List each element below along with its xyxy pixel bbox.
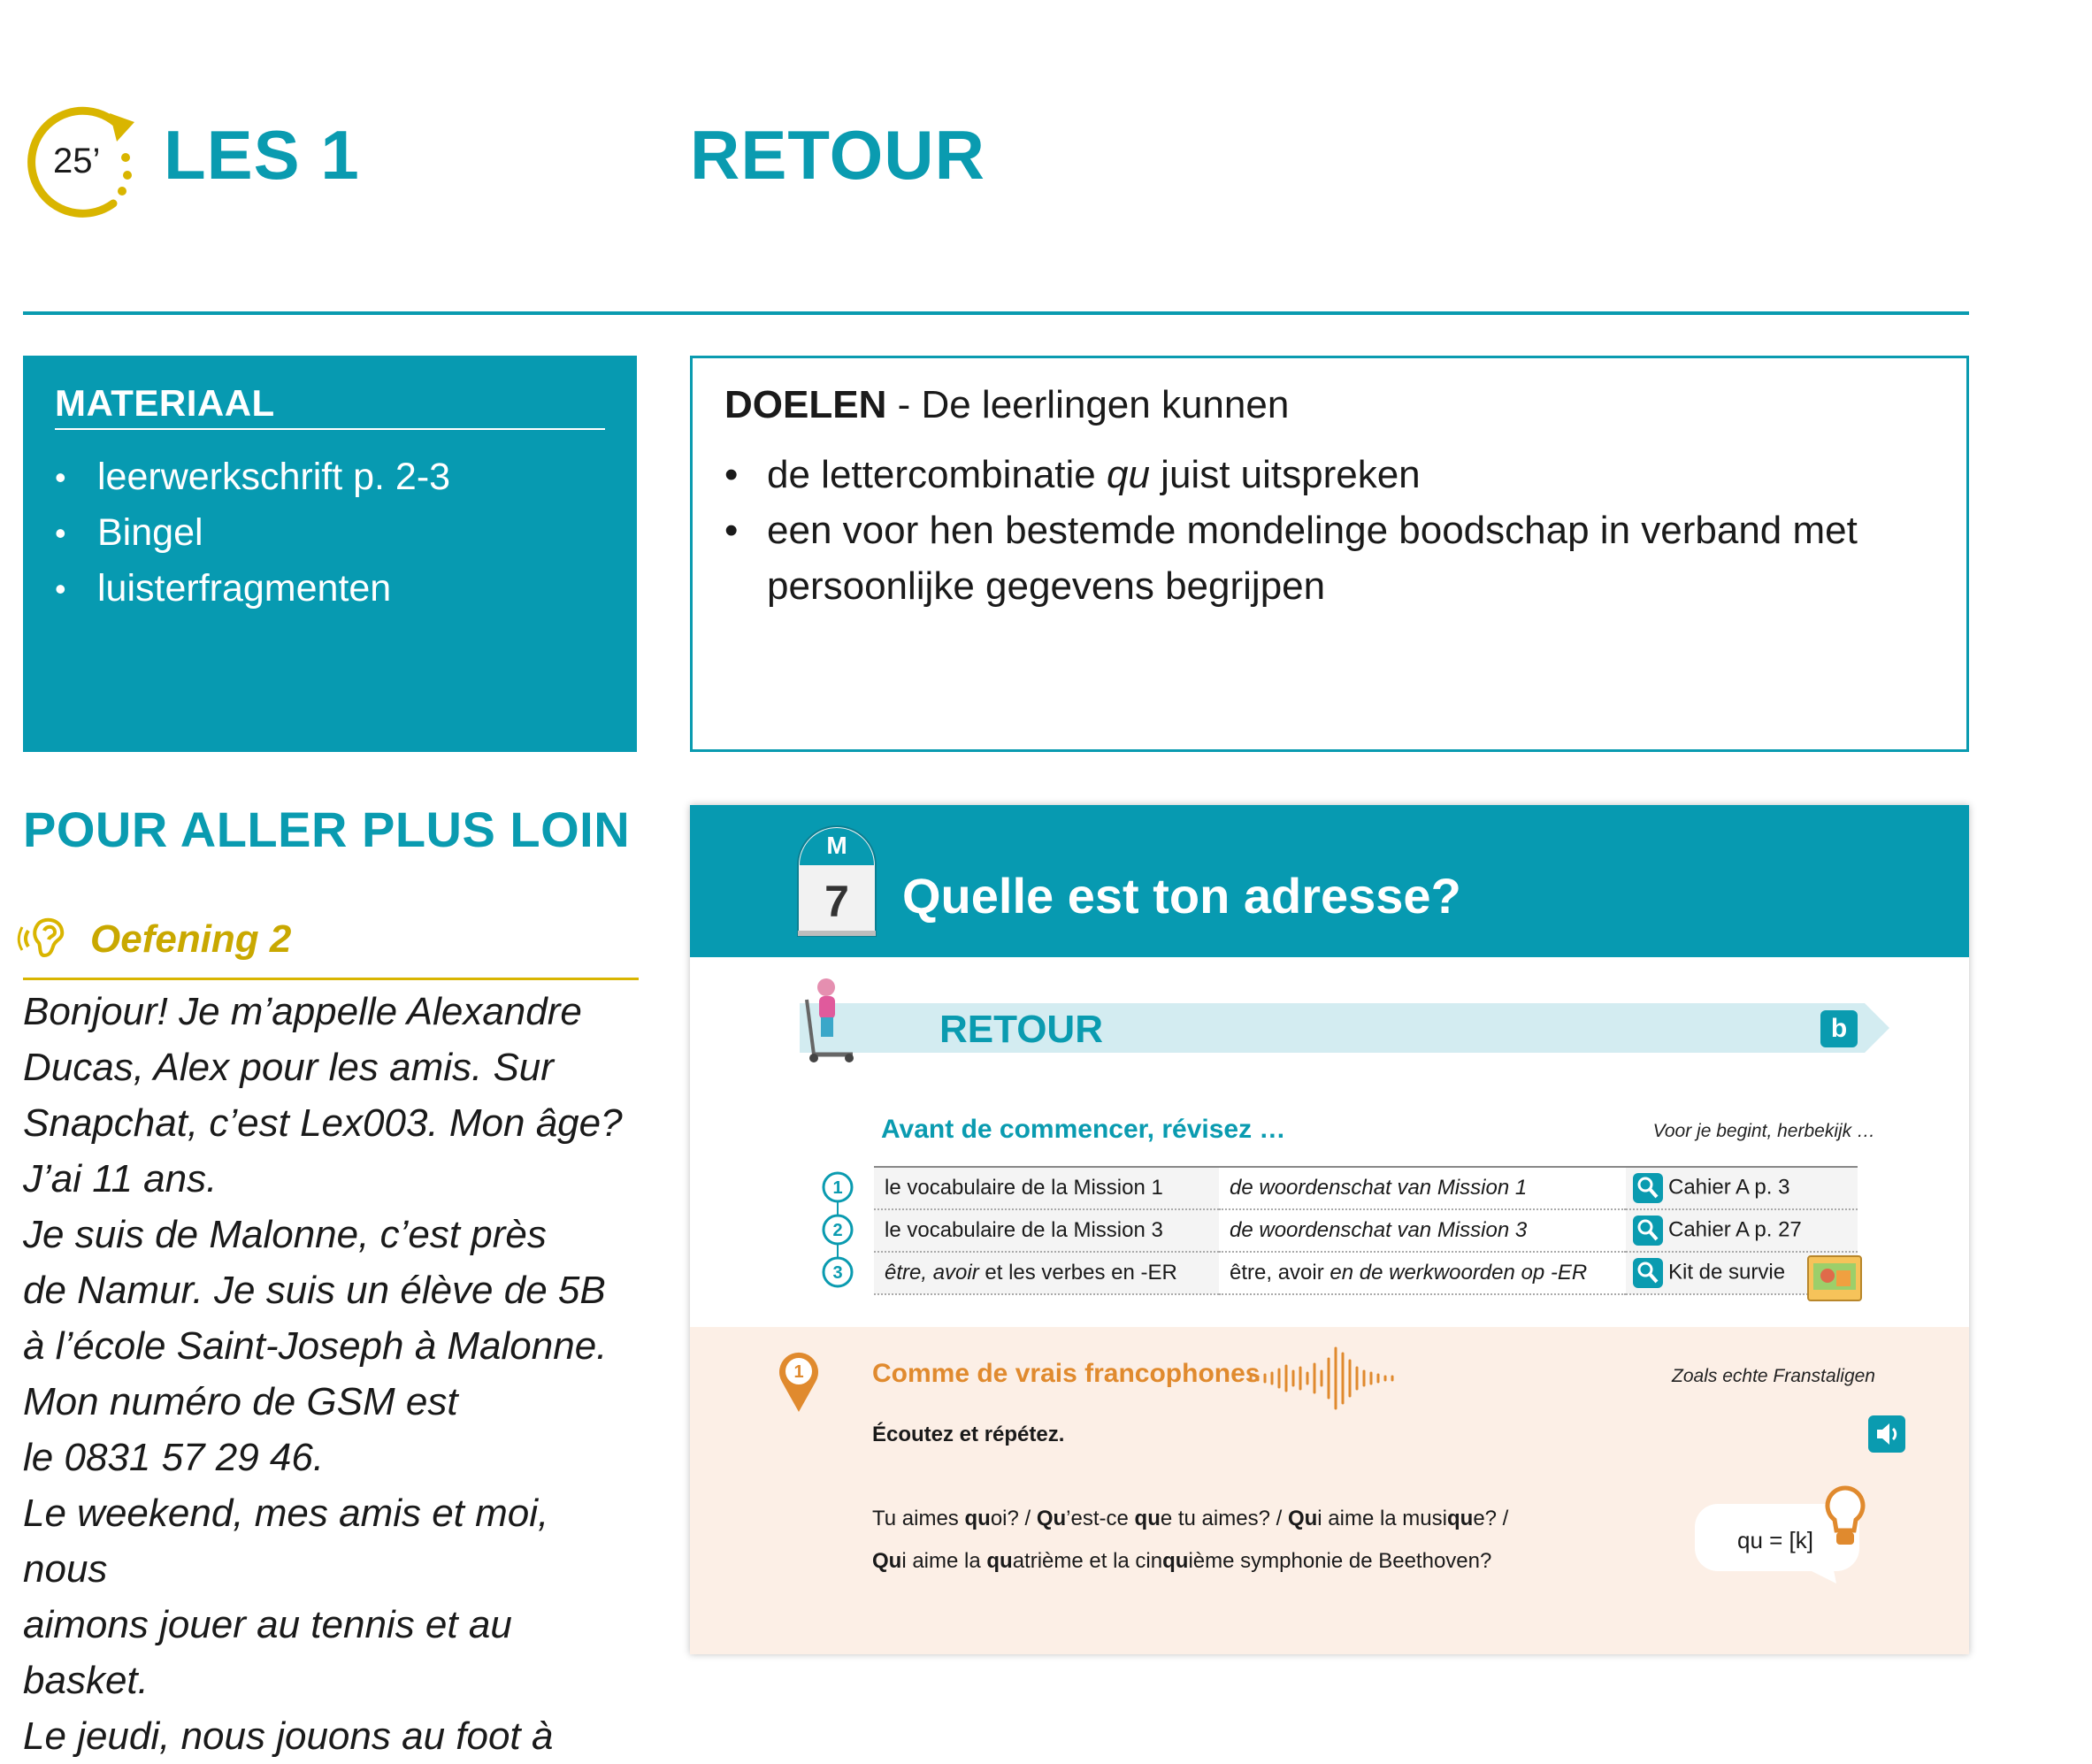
doelen-emphasis: qu <box>1107 453 1150 496</box>
review-fr: le vocabulaire de la Mission 1 <box>874 1167 1219 1209</box>
review-ref-text: Cahier A p. 3 <box>1668 1175 1790 1200</box>
materiaal-item: • luisterfragmenten <box>55 561 605 617</box>
section-title: POUR ALLER PLUS LOIN <box>23 801 631 857</box>
review-number: 2 <box>832 1221 843 1240</box>
doelen-box <box>690 356 1969 752</box>
header-divider <box>23 311 1969 315</box>
materiaal-item: • Bingel <box>55 505 605 561</box>
review-fr-emphasis: être, avoir <box>885 1261 979 1285</box>
pronunciation-rule: qu = [k] <box>1737 1527 1813 1553</box>
ribbon-title: RETOUR <box>939 1008 1103 1051</box>
review-fr-text: et les verbes en -ER <box>978 1261 1177 1285</box>
timer-minutes: 25’ <box>53 142 101 180</box>
doelen-item <box>724 447 1935 502</box>
review-nl-emphasis: en de werkwoorden op -ER <box>1323 1261 1588 1285</box>
review-nl <box>1219 1167 1626 1209</box>
scooter-kid-icon <box>794 975 865 1063</box>
review-number: 3 <box>832 1263 843 1283</box>
doelen-intro: - De leerlingen kunnen <box>886 383 1290 426</box>
materiaal-heading: MATERIAAL <box>55 382 605 430</box>
review-ref[interactable] <box>1626 1209 1858 1252</box>
review-number: 1 <box>832 1178 843 1198</box>
table-row <box>874 1167 1858 1209</box>
review-number-track <box>816 1166 860 1299</box>
location-pin-icon <box>777 1350 821 1414</box>
instruction: Écoutez et répétez. <box>872 1423 1065 1446</box>
ear-icon <box>19 911 73 964</box>
review-nl-text: de woordenschat van Mission 1 <box>1230 1176 1528 1200</box>
lesson-title: RETOUR <box>690 116 985 194</box>
section-heading-nl: Zoals echte Franstaligen <box>1672 1366 1875 1386</box>
lesson-number: LES 1 <box>164 116 360 194</box>
review-heading: Avant de commencer, révisez … <box>881 1115 1286 1144</box>
textbook-page <box>690 805 1969 1654</box>
speaker-icon[interactable] <box>1868 1415 1905 1453</box>
doelen-text: de lettercombinatie <box>767 453 1107 496</box>
doelen-list <box>724 447 1935 614</box>
search-icon[interactable] <box>1633 1258 1663 1288</box>
mission-badge-letter: M <box>826 832 847 859</box>
materiaal-box <box>23 356 637 752</box>
exercise-divider <box>23 978 639 980</box>
review-ref-text: Cahier A p. 27 <box>1668 1217 1802 1242</box>
doelen-text: juist uitspreken <box>1149 453 1421 496</box>
review-table <box>874 1166 1858 1295</box>
review-ref-text: Kit de survie <box>1668 1260 1786 1285</box>
mission-title: Quelle est ton adresse? <box>902 868 1461 924</box>
review-nl-text: de woordenschat van Mission 3 <box>1230 1218 1528 1242</box>
review-fr <box>874 1252 1219 1294</box>
materiaal-list <box>55 449 605 617</box>
doelen-heading: DOELEN <box>724 383 887 426</box>
review-nl <box>1219 1252 1626 1294</box>
search-icon[interactable] <box>1633 1173 1663 1203</box>
search-icon[interactable] <box>1633 1216 1663 1246</box>
materiaal-item: • leerwerkschrift p. 2-3 <box>55 449 605 505</box>
exercise-title: Oefening 2 <box>90 917 292 961</box>
mission-badge-number: 7 <box>824 877 849 926</box>
table-row <box>874 1209 1858 1252</box>
review-fr: le vocabulaire de la Mission 3 <box>874 1209 1219 1252</box>
survival-kit-book-icon <box>1806 1254 1863 1302</box>
review-nl <box>1219 1209 1626 1252</box>
section-heading: Comme de vrais francophones <box>872 1359 1261 1388</box>
review-nl-text: être, avoir <box>1230 1261 1324 1285</box>
lightbulb-icon <box>1824 1484 1866 1553</box>
table-row <box>874 1252 1858 1294</box>
doelen-heading-line <box>724 383 1935 427</box>
listening-transcript: Bonjour! Je m’appelle Alexandre Ducas, Alex pour les amis. Sur Snapchat, c’est Lex003. Mon âge? J’ai 11 ans. Je suis de Malonne, c’est près de Namur. Je suis un élève de 5B à l’école Saint-Joseph à Malonne. Mon numéro de GSM est le 0831 57 29 46. Le weekend, mes amis et moi, nous aimons jouer au tennis et au basket. Le jeudi, nous jouons au foot à <box>23 990 623 1758</box>
sound-wave-icon <box>1247 1341 1415 1415</box>
practice-sentence-1: Tu aimes quoi? / Qu’est-ce que tu aimes? / Qui aime la musique? / <box>872 1507 1509 1530</box>
doelen-item: • een voor hen bestemde mondelinge boodschap in verband met persoonlijke gegevens begrijpen <box>724 502 1935 614</box>
bingel-icon[interactable]: b <box>1820 1010 1858 1047</box>
section-number: 1 <box>793 1362 804 1382</box>
practice-sentence-2: Qui aime la quatrième et la cinquième symphonie de Beethoven? <box>872 1549 1492 1573</box>
review-heading-nl: Voor je begint, herbekijk … <box>1652 1121 1875 1141</box>
review-ref[interactable] <box>1626 1167 1858 1209</box>
